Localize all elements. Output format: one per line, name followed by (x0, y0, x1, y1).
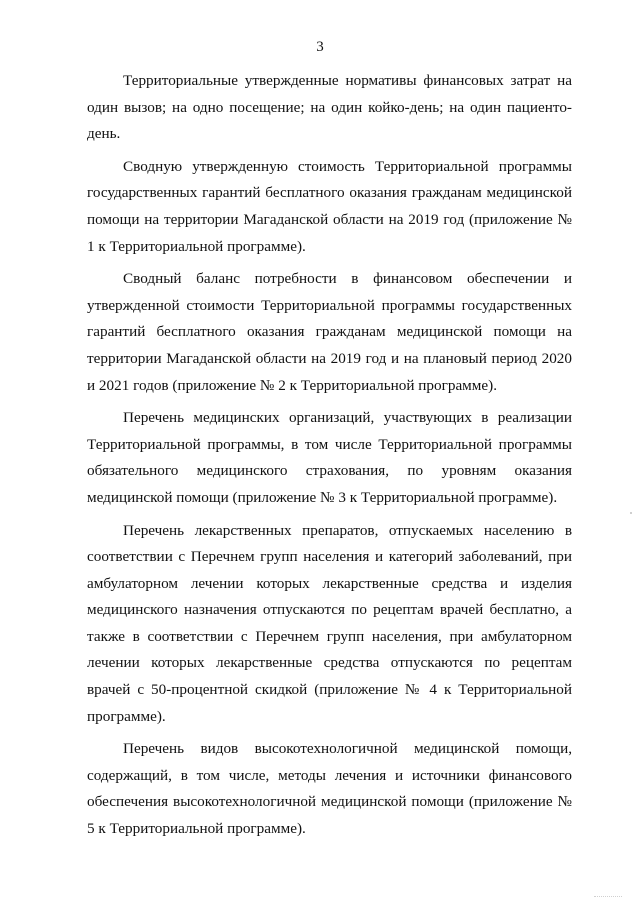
scan-marks (594, 896, 622, 899)
paragraph-balance-appendix-2: Сводный баланс потребности в финансовом обеспечении и утвержденной стоимости Территориальной программы государственных гарантий бесплатного оказания гражданам медицинской помощи на территории Магаданской области на 2019 год и на плановый период 2020 и 2021 годов (приложение № 2 к Территориальной программе). (87, 270, 572, 394)
scan-speck (630, 512, 632, 514)
page-number: 3 (316, 39, 324, 55)
document-body (87, 68, 572, 849)
paragraph-high-tech-appendix-5: Перечень видов высокотехнологичной медицинской помощи, содержащий, в том числе, методы лечения и источники финансового обеспечения высокотехнологичной медицинской помощи (приложение № 5 к Территориальной программе). (87, 740, 572, 838)
paragraph-cost-appendix-1: Сводную утвержденную стоимость Территориальной программы государственных гарантий бесплатного оказания гражданам медицинской помощи на территории Магаданской области на 2019 год (приложение № 1 к Территориальной программе). (87, 157, 572, 255)
paragraph-medicines-appendix-4: Перечень лекарственных препаратов, отпускаемых населению в соответствии с Перечнем групп населения и категорий заболеваний, при амбулаторном лечении которых лекарственные средства и изделия медицинского назначения отпускаются по рецептам врачей бесплатно, а также в соответствии с Перечнем групп населения, при амбулаторном лечении которых лекарственные средства отпускаются по рецептам врачей с 50-процентной скидкой (приложение № 4 к Территориальной программе). (87, 521, 572, 725)
paragraph-organizations-appendix-3: Перечень медицинских организаций, участвующих в реализации Территориальной программы, в том числе Территориальной программы обязательного медицинского страхования, по уровням оказания медицинской помощи (приложение № 3 к Территориальной программе). (87, 409, 572, 506)
paragraph-standards: Территориальные утвержденные нормативы финансовых затрат на один вызов; на одно посещение; на один койко-день; на один пациенто-день. (87, 72, 572, 143)
